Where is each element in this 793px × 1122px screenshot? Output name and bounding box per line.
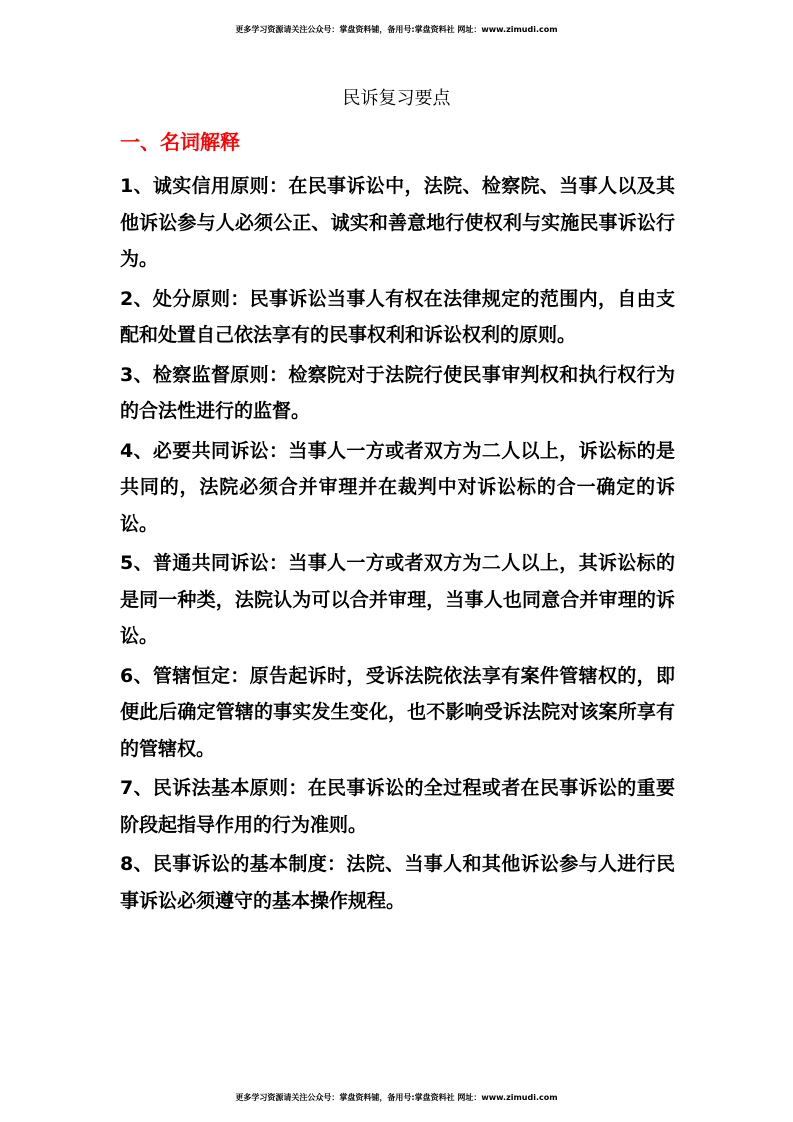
term-paragraph-3: 3、检察监督原则：检察院对于法院行使民事审判权和执行权行为的合法性进行的监督。 — [120, 363, 675, 422]
document-body — [120, 168, 675, 922]
term-paragraph-1: 1、诚实信用原则：在民事诉讼中，法院、检察院、当事人以及其他诉讼参与人必须公正、诚实和善意地行使权利与实施民事诉讼行为。 — [120, 175, 675, 270]
section-heading: 一、名词解释 — [120, 130, 240, 154]
page-header-note: 更多学习资源请关注公众号：掌盘资料铺，备用号:掌盘资料社 网址：www.zimudi.com — [235, 25, 558, 34]
term-paragraph-7: 7、民诉法基本原则：在民事诉讼的全过程或者在民事诉讼的重要阶段起指导作用的行为准则。 — [120, 777, 675, 836]
term-paragraph-2: 2、处分原则：民事诉讼当事人有权在法律规定的范围内，自由支配和处置自己依法享有的民事权利和诉讼权利的原则。 — [120, 287, 675, 346]
term-paragraph-6: 6、管辖恒定：原告起诉时，受诉法院依法享有案件管辖权的，即便此后确定管辖的事实发生变化，也不影响受诉法院对该案所享有的管辖权。 — [120, 664, 675, 760]
page-footer-note: 更多学习资源请关注公众号：掌盘资料铺，备用号:掌盘资料社 网址：www.zimudi.com — [235, 1093, 558, 1102]
document-title: 民诉复习要点 — [342, 88, 451, 109]
term-paragraph-5: 5、普通共同诉讼：当事人一方或者双方为二人以上，其诉讼标的是同一种类，法院认为可以合并审理，当事人也同意合并审理的诉讼。 — [120, 552, 675, 647]
term-paragraph-8: 8、民事诉讼的基本制度：法院、当事人和其他诉讼参与人进行民事诉讼必须遵守的基本操作规程。 — [120, 853, 675, 912]
term-paragraph-4: 4、必要共同诉讼：当事人一方或者双方为二人以上，诉讼标的是共同的，法院必须合并审理并在裁判中对诉讼标的合一确定的诉讼。 — [120, 439, 675, 535]
